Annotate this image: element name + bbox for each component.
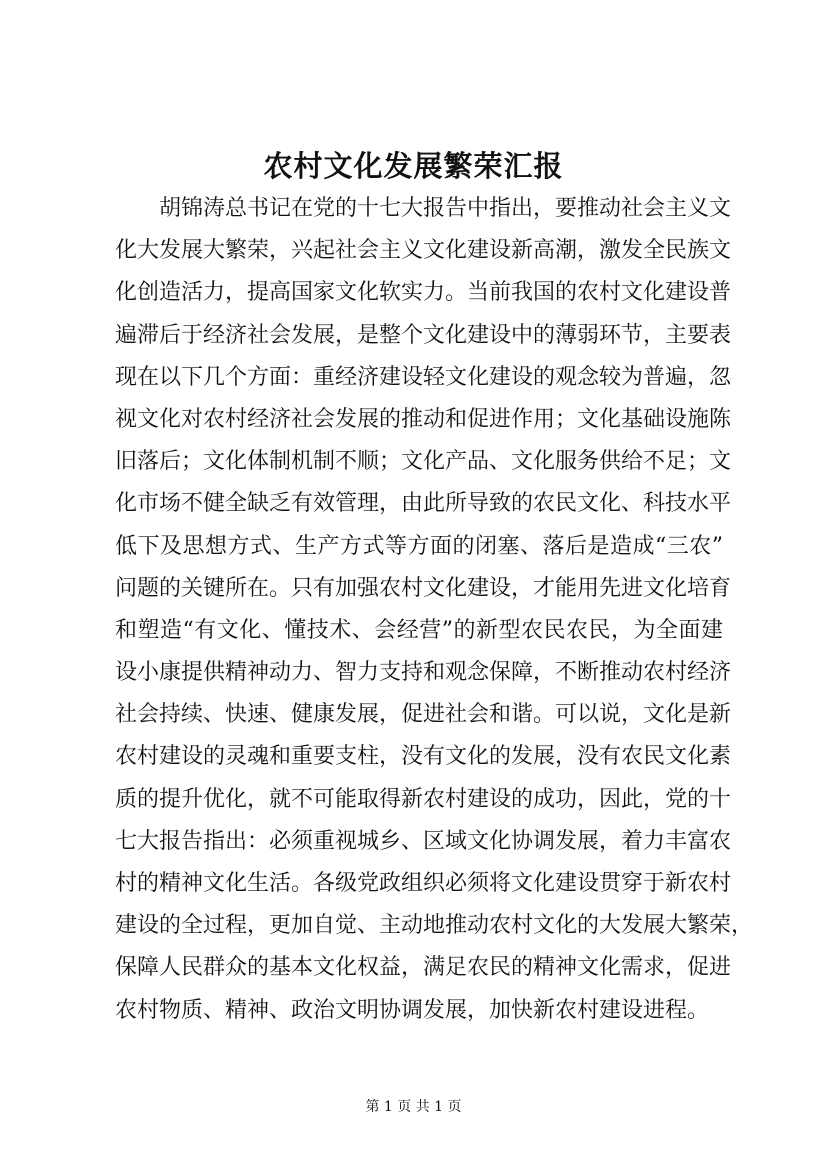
page-footer: 第 1 页 共 1 页 [365,1099,462,1115]
body-line: 七大报告指出：必须重视城乡、区域文化协调发展，着力丰富农 [115,828,732,854]
document-title: 农村文化发展繁荣汇报 [263,149,564,183]
body-line: 质的提升优化，就不可能取得新农村建设的成功，因此，党的十 [115,786,732,812]
body-line: 化创造活力，提高国家文化软实力。当前我国的农村文化建设普 [115,280,732,306]
body-line: 和塑造“有文化、懂技术、会经营”的新型农民农民，为全面建 [115,617,723,643]
body-line: 化大发展大繁荣，兴起社会主义文化建设新高潮，激发全民族文 [115,238,732,264]
body-line: 视文化对农村经济社会发展的推动和促进作用；文化基础设施陈 [115,406,732,432]
body-line: 遍滞后于经济社会发展，是整个文化建设中的薄弱环节，主要表 [115,322,732,348]
body-line: 现在以下几个方面：重经济建设轻文化建设的观念较为普遍，忽 [115,364,732,390]
document-body [115,188,754,1032]
body-line: 低下及思想方式、生产方式等方面的闭塞、落后是造成“三农” [115,533,723,559]
body-line: 旧落后；文化体制机制不顺；文化产品、文化服务供给不足；文 [115,449,732,475]
body-line: 问题的关键所在。只有加强农村文化建设，才能用先进文化培育 [115,575,732,601]
body-line: 农村建设的灵魂和重要支柱，没有文化的发展，没有农民文化素 [115,744,732,770]
body-line: 农村物质、精神、政治文明协调发展，加快新农村建设进程。 [115,997,710,1023]
body-line: 胡锦涛总书记在党的十七大报告中指出，要推动社会主义文 [159,196,732,221]
body-line: 社会持续、快速、健康发展，促进社会和谐。可以说，文化是新 [115,702,732,728]
body-line: 化市场不健全缺乏有效管理，由此所导致的农民文化、科技水平 [115,491,732,517]
body-line: 建设的全过程，更加自觉、主动地推动农村文化的大发展大繁荣， [115,913,754,939]
body-line: 设小康提供精神动力、智力支持和观念保障，不断推动农村经济 [115,660,732,686]
body-line: 村的精神文化生活。各级党政组织必须将文化建设贯穿于新农村 [115,871,732,896]
body-line: 保障人民群众的基本文化权益，满足农民的精神文化需求，促进 [115,955,732,981]
